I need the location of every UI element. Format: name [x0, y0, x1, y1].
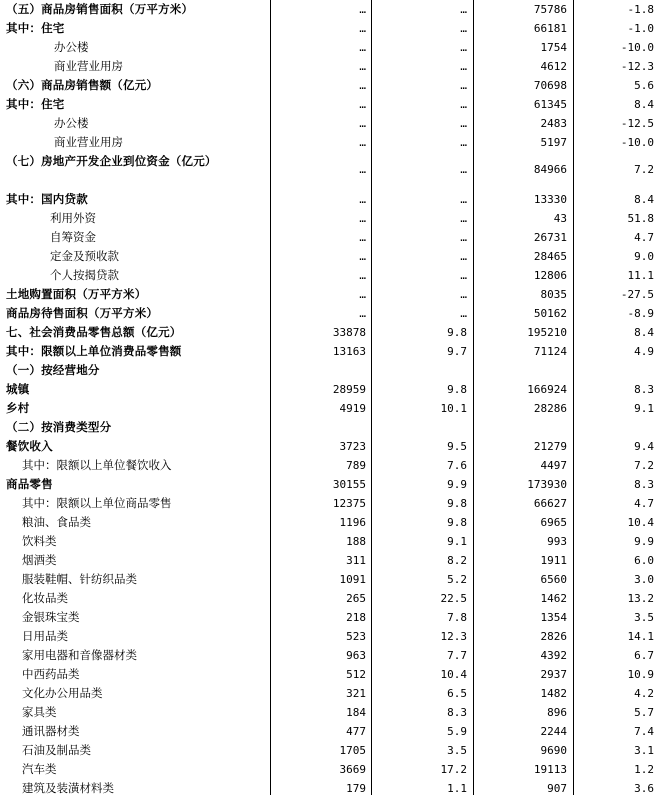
value-cell-2: …	[460, 3, 467, 16]
table-row	[0, 494, 667, 513]
value-cell-2: …	[460, 117, 467, 130]
value-cell-2: 5.9	[447, 725, 467, 738]
value-cell-1: 477	[346, 725, 366, 738]
value-cell-4: 8.4	[634, 326, 654, 339]
row-label: 粮油、食品类	[22, 515, 91, 529]
value-cell-2: 9.1	[447, 535, 467, 548]
value-cell-1: 188	[346, 535, 366, 548]
table-row	[0, 342, 667, 361]
row-label: 自筹资金	[50, 230, 96, 244]
table-row	[0, 114, 667, 133]
table-row	[0, 38, 667, 57]
value-cell-3: 1482	[540, 687, 567, 700]
value-cell-2: 12.3	[440, 630, 467, 643]
value-cell-2: …	[460, 60, 467, 73]
value-cell-4: 8.4	[634, 193, 654, 206]
value-cell-2: 8.3	[447, 706, 467, 719]
value-cell-1: 1705	[339, 744, 366, 757]
row-label: 化妆品类	[22, 591, 68, 605]
value-cell-4: 4.9	[634, 345, 654, 358]
row-label: 商业营业用房	[54, 59, 123, 73]
value-cell-4: -1.8	[627, 3, 654, 16]
value-cell-4: -1.0	[627, 22, 654, 35]
value-cell-2: 1.1	[447, 782, 467, 795]
value-cell-1: …	[359, 212, 366, 225]
table-row	[0, 760, 667, 779]
value-cell-3: 70698	[533, 79, 567, 92]
value-cell-2: 7.8	[447, 611, 467, 624]
value-cell-4: 8.3	[634, 478, 654, 491]
row-label: 文化办公用品类	[22, 686, 103, 700]
value-cell-2: 10.4	[440, 668, 467, 681]
value-cell-3: 5197	[540, 136, 567, 149]
table-row	[0, 437, 667, 456]
value-cell-4: 7.2	[634, 459, 654, 472]
row-label: 商品房待售面积（万平方米）	[6, 306, 159, 320]
value-cell-3: 2937	[540, 668, 567, 681]
row-label: 商业营业用房	[54, 135, 123, 149]
value-cell-1: …	[359, 98, 366, 111]
table-row	[0, 684, 667, 703]
table-row	[0, 703, 667, 722]
value-cell-3: 195210	[527, 326, 567, 339]
value-cell-3: 2826	[540, 630, 567, 643]
value-cell-3: 28286	[533, 402, 567, 415]
table-row	[0, 247, 667, 266]
value-cell-3: 993	[547, 535, 567, 548]
value-cell-3: 26731	[533, 231, 567, 244]
table-row	[0, 456, 667, 475]
value-cell-2: 9.8	[447, 516, 467, 529]
value-cell-2: 3.5	[447, 744, 467, 757]
row-label: （六）商品房销售额（亿元）	[6, 78, 159, 92]
value-cell-1: …	[359, 41, 366, 54]
value-cell-2: 22.5	[440, 592, 467, 605]
value-cell-3: 43	[553, 212, 567, 225]
value-cell-2: 9.8	[447, 497, 467, 510]
value-cell-4: 8.3	[634, 383, 654, 396]
value-cell-2: …	[460, 22, 467, 35]
value-cell-1: 28959	[332, 383, 366, 396]
value-cell-2: …	[460, 136, 467, 149]
value-cell-4: 10.4	[627, 516, 654, 529]
table-row	[0, 304, 667, 323]
table-row	[0, 418, 667, 437]
value-cell-3: 4392	[540, 649, 567, 662]
row-label: 中西药品类	[22, 667, 80, 681]
value-cell-1: …	[359, 193, 366, 206]
value-cell-4: 4.7	[634, 231, 654, 244]
value-cell-4	[575, 361, 654, 380]
value-cell-1: …	[359, 60, 366, 73]
value-cell-3: 2483	[540, 117, 567, 130]
value-cell-2	[373, 418, 467, 437]
value-cell-3: 13330	[533, 193, 567, 206]
value-cell-2: 9.8	[447, 383, 467, 396]
value-cell-4: 7.4	[634, 725, 654, 738]
row-label: 其中：住宅	[6, 97, 65, 111]
table-row	[0, 266, 667, 285]
value-cell-1: 265	[346, 592, 366, 605]
value-cell-1: 30155	[332, 478, 366, 491]
table-row	[0, 285, 667, 304]
row-label: 汽车类	[22, 762, 57, 776]
table-row	[0, 19, 667, 38]
value-cell-2: …	[460, 212, 467, 225]
value-cell-2: 7.6	[447, 459, 467, 472]
value-cell-3: 1911	[540, 554, 567, 567]
value-cell-2: …	[460, 163, 467, 176]
value-cell-3	[475, 418, 567, 437]
value-cell-2: 17.2	[440, 763, 467, 776]
value-cell-4: 5.6	[634, 79, 654, 92]
value-cell-4: 5.7	[634, 706, 654, 719]
value-cell-3: 66181	[533, 22, 567, 35]
table-row	[0, 570, 667, 589]
value-cell-4: 6.7	[634, 649, 654, 662]
value-cell-3: 71124	[533, 345, 567, 358]
table-row	[0, 380, 667, 399]
table-row	[0, 722, 667, 741]
value-cell-3: 6965	[540, 516, 567, 529]
value-cell-3: 6560	[540, 573, 567, 586]
value-cell-1: 321	[346, 687, 366, 700]
value-cell-1: 179	[346, 782, 366, 795]
value-cell-1: …	[359, 288, 366, 301]
table-row	[0, 399, 667, 418]
value-cell-3: 896	[547, 706, 567, 719]
value-cell-1: 12375	[332, 497, 366, 510]
value-cell-1: …	[359, 136, 366, 149]
value-cell-1: …	[359, 79, 366, 92]
value-cell-1	[271, 361, 366, 380]
value-cell-1: 13163	[332, 345, 366, 358]
row-label: 其中：住宅	[6, 21, 65, 35]
value-cell-2: …	[460, 307, 467, 320]
table-row	[0, 209, 667, 228]
row-label: 其中：国内贷款	[6, 192, 88, 206]
value-cell-2: …	[460, 269, 467, 282]
row-label: 其中：限额以上单位商品零售	[22, 496, 172, 510]
row-label: 利用外资	[50, 211, 96, 225]
table-row	[0, 513, 667, 532]
value-cell-1: 963	[346, 649, 366, 662]
value-cell-1: …	[359, 231, 366, 244]
value-cell-4: -10.0	[620, 41, 654, 54]
value-cell-4: 4.7	[634, 497, 654, 510]
value-cell-4: 13.2	[627, 592, 654, 605]
value-cell-1: 3723	[339, 440, 366, 453]
value-cell-1	[271, 418, 366, 437]
row-label: 其中：限额以上单位餐饮收入	[22, 458, 172, 472]
value-cell-3: 84966	[533, 163, 567, 176]
value-cell-4: 3.6	[634, 782, 654, 795]
value-cell-1: 311	[346, 554, 366, 567]
value-cell-3: 19113	[533, 763, 567, 776]
value-cell-3: 12806	[533, 269, 567, 282]
row-label: 烟酒类	[22, 553, 57, 567]
value-cell-2: 10.1	[440, 402, 467, 415]
table-row	[0, 551, 667, 570]
value-cell-4: 1.2	[634, 763, 654, 776]
row-label: 七、社会消费品零售总额（亿元）	[6, 325, 182, 339]
value-cell-2: …	[460, 41, 467, 54]
value-cell-2: …	[460, 79, 467, 92]
row-label: 定金及预收款	[50, 249, 119, 263]
row-label: 办公楼	[54, 40, 89, 54]
value-cell-1: 512	[346, 668, 366, 681]
row-label: 土地购置面积（万平方米）	[6, 287, 147, 301]
row-label: 饮料类	[22, 534, 57, 548]
value-cell-4: -8.9	[627, 307, 654, 320]
value-cell-4: 7.2	[634, 163, 654, 176]
table-row	[0, 627, 667, 646]
row-label: 办公楼	[54, 116, 89, 130]
value-cell-3: 1462	[540, 592, 567, 605]
value-cell-3: 21279	[533, 440, 567, 453]
value-cell-4: 3.1	[634, 744, 654, 757]
row-label: （七）房地产开发企业到位资金（亿元）	[6, 154, 217, 168]
row-label: 家具类	[22, 705, 57, 719]
table-row	[0, 323, 667, 342]
value-cell-1: …	[359, 163, 366, 176]
value-cell-1: 184	[346, 706, 366, 719]
value-cell-1: …	[359, 3, 366, 16]
value-cell-3: 1354	[540, 611, 567, 624]
value-cell-3: 9690	[540, 744, 567, 757]
value-cell-1: 4919	[339, 402, 366, 415]
row-label: （一）按经营地分	[6, 363, 100, 377]
value-cell-1: …	[359, 307, 366, 320]
value-cell-2: 9.7	[447, 345, 467, 358]
row-label: （二）按消费类型分	[6, 420, 112, 434]
value-cell-1: …	[359, 250, 366, 263]
table-row	[0, 779, 667, 798]
value-cell-4: -10.0	[620, 136, 654, 149]
value-cell-1: 1196	[339, 516, 366, 529]
table-row	[0, 532, 667, 551]
row-label: 城镇	[6, 382, 30, 396]
row-label: （五）商品房销售面积（万平方米）	[6, 2, 194, 16]
value-cell-1: 33878	[332, 326, 366, 339]
value-cell-3: 173930	[527, 478, 567, 491]
value-cell-3: 1754	[540, 41, 567, 54]
value-cell-1: 789	[346, 459, 366, 472]
value-cell-4: 9.9	[634, 535, 654, 548]
table-row	[0, 190, 667, 209]
value-cell-2: 5.2	[447, 573, 467, 586]
value-cell-4: 14.1	[627, 630, 654, 643]
value-cell-3: 166924	[527, 383, 567, 396]
value-cell-4: -12.3	[620, 60, 654, 73]
value-cell-3: 4612	[540, 60, 567, 73]
value-cell-1: 523	[346, 630, 366, 643]
value-cell-4: 9.1	[634, 402, 654, 415]
value-cell-1: …	[359, 117, 366, 130]
row-label: 家用电器和音像器材类	[22, 648, 137, 662]
table-row	[0, 0, 667, 19]
value-cell-4: 6.0	[634, 554, 654, 567]
table-row	[0, 152, 667, 187]
table-row	[0, 361, 667, 380]
table-row	[0, 589, 667, 608]
value-cell-4: 9.4	[634, 440, 654, 453]
value-cell-2: 9.5	[447, 440, 467, 453]
row-label: 日用品类	[22, 629, 68, 643]
row-label: 其中：限额以上单位消费品零售额	[6, 344, 182, 358]
value-cell-4: 51.8	[627, 212, 654, 225]
value-cell-1: …	[359, 269, 366, 282]
value-cell-1: …	[359, 22, 366, 35]
value-cell-2: …	[460, 193, 467, 206]
table-row	[0, 646, 667, 665]
value-cell-4: 11.1	[627, 269, 654, 282]
value-cell-4: 8.4	[634, 98, 654, 111]
row-label: 餐饮收入	[6, 439, 53, 453]
table-row	[0, 95, 667, 114]
value-cell-4: -27.5	[620, 288, 654, 301]
row-label: 石油及制品类	[22, 743, 91, 757]
row-label: 个人按揭贷款	[50, 268, 119, 282]
value-cell-4: -12.5	[620, 117, 654, 130]
value-cell-2: 9.8	[447, 326, 467, 339]
value-cell-3: 2244	[540, 725, 567, 738]
value-cell-3: 75786	[533, 3, 567, 16]
value-cell-1: 218	[346, 611, 366, 624]
table-row	[0, 741, 667, 760]
value-cell-3: 28465	[533, 250, 567, 263]
table-row	[0, 665, 667, 684]
value-cell-2: …	[460, 288, 467, 301]
value-cell-2: 6.5	[447, 687, 467, 700]
table-row	[0, 608, 667, 627]
value-cell-2: …	[460, 98, 467, 111]
table-row	[0, 133, 667, 152]
value-cell-2: 7.7	[447, 649, 467, 662]
row-label: 服装鞋帽、针纺织品类	[22, 572, 137, 586]
value-cell-3: 4497	[540, 459, 567, 472]
row-label: 通讯器材类	[22, 724, 80, 738]
value-cell-3: 66627	[533, 497, 567, 510]
row-label: 商品零售	[6, 477, 53, 491]
value-cell-1: 1091	[339, 573, 366, 586]
value-cell-1: 3669	[339, 763, 366, 776]
value-cell-2: 9.9	[447, 478, 467, 491]
row-label: 金银珠宝类	[22, 610, 80, 624]
value-cell-4: 4.2	[634, 687, 654, 700]
row-label: 乡村	[6, 401, 30, 415]
value-cell-3	[475, 361, 567, 380]
value-cell-2: 8.2	[447, 554, 467, 567]
value-cell-4: 10.9	[627, 668, 654, 681]
value-cell-4: 9.0	[634, 250, 654, 263]
value-cell-2: …	[460, 250, 467, 263]
table-row	[0, 475, 667, 494]
value-cell-3: 50162	[533, 307, 567, 320]
row-label: 建筑及装潢材料类	[22, 781, 114, 795]
table-row	[0, 76, 667, 95]
table-row	[0, 228, 667, 247]
value-cell-2: …	[460, 231, 467, 244]
value-cell-3: 8035	[540, 288, 567, 301]
value-cell-4: 3.5	[634, 611, 654, 624]
value-cell-3: 907	[547, 782, 567, 795]
value-cell-3: 61345	[533, 98, 567, 111]
table-row	[0, 57, 667, 76]
value-cell-4	[575, 418, 654, 437]
value-cell-2	[373, 361, 467, 380]
value-cell-4: 3.0	[634, 573, 654, 586]
